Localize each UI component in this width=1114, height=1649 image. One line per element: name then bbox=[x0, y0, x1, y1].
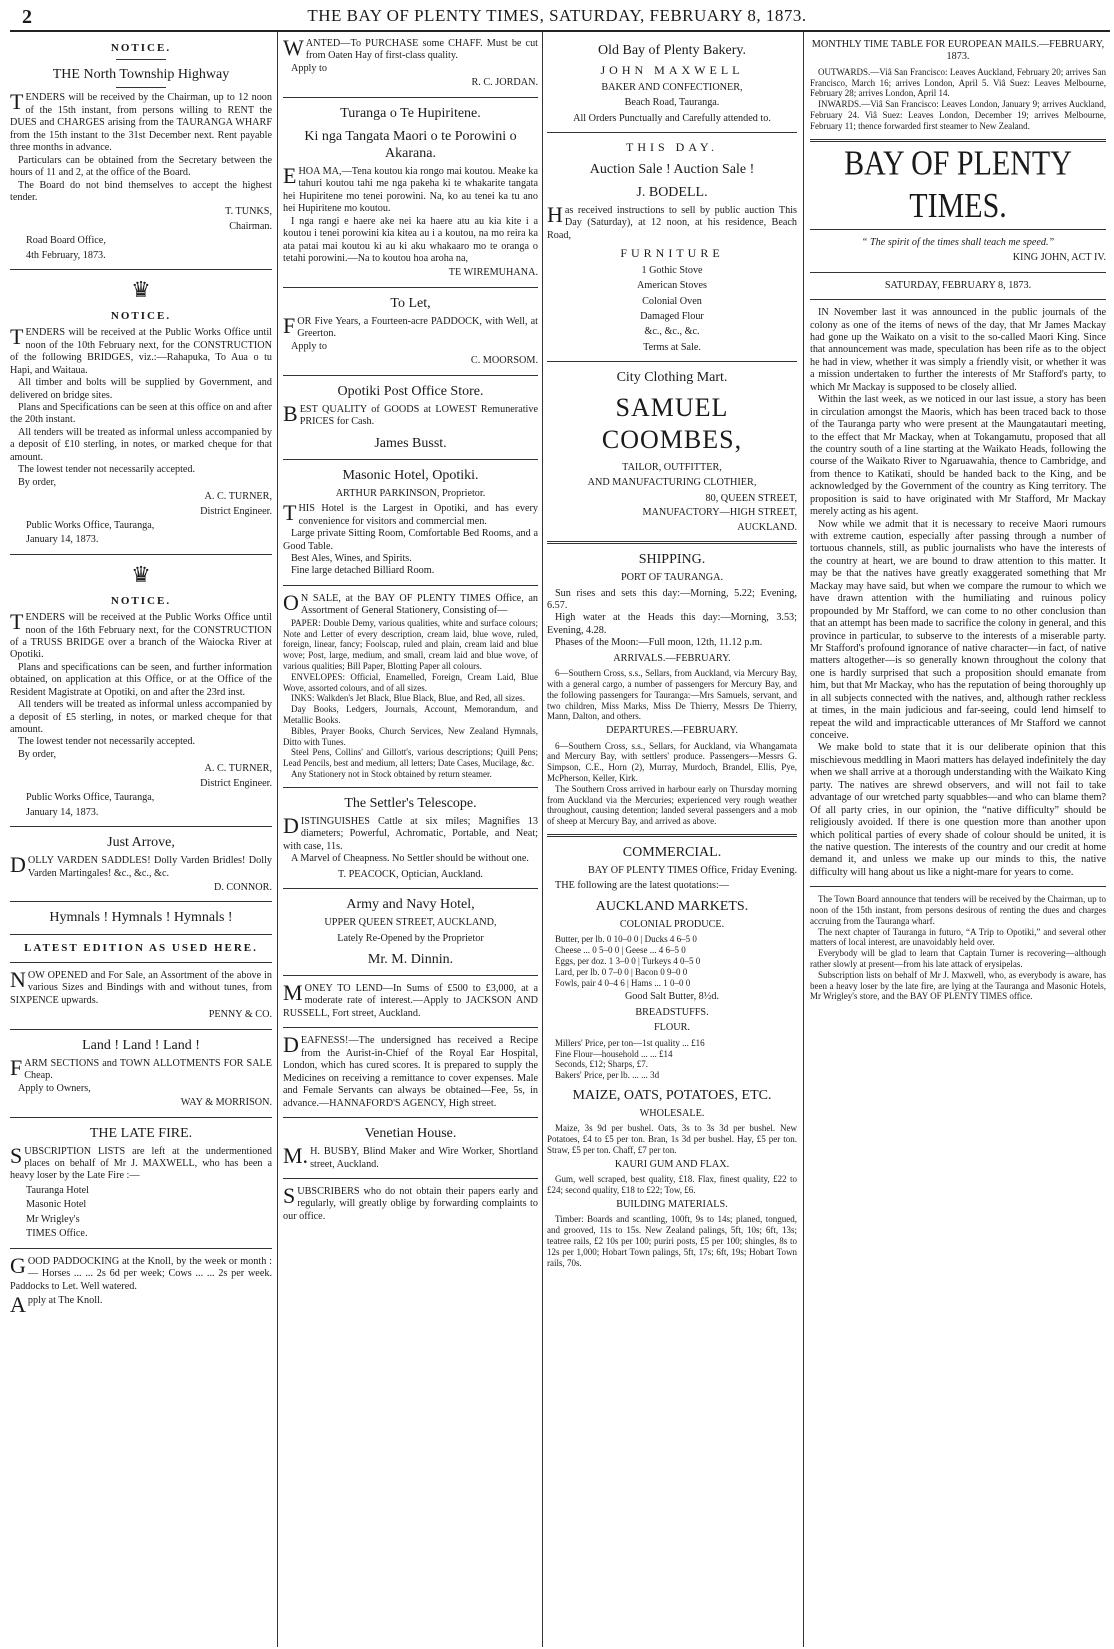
advert-paragraph: FOR Five Years, a Fourteen-acre PADDOCK, with Well, at Greerton. bbox=[283, 313, 538, 340]
small-paragraph: The Southern Cross arrived in harbour early on Thursday morning from Auckland via the Mercuries; experienced very rough weather throughout, causing detention; landed several passengers and a mob of sheep at Mercury Bay, and arrived as above. bbox=[547, 783, 797, 827]
paragraph: We make bold to state that it is our deliberate opinion that this mischievous meddling in Maori matters has delayed indefinitely the day when we shall arrive at a thorough understanding with the Waikato King party. The natives are shrewd observers, and will not fail to take advantage of our wretched party squabbles—and who can blame them? Of all party cries, in our opinion, the “native difficulty” should be religiously avoided. If there is one question more than another upon which political parties of every shade of colour should be united, it is the native question. The interests of the country and our credit at home demand it, and unless we make up our minds to this, the native difficulty will hang about us like a night-mare for years to come. bbox=[810, 742, 1106, 878]
divider bbox=[283, 1117, 538, 1118]
address-line: January 14, 1873. bbox=[26, 806, 99, 818]
advert-paragraph: BEST QUALITY of GOODS at LOWEST Remunerative PRICES for Cash. bbox=[283, 400, 538, 428]
divider bbox=[283, 585, 538, 586]
large-heading: SAMUEL COOMBES, bbox=[601, 393, 743, 455]
small-paragraph: Gum, well scraped, best quality, £18. Flax, finest quality, £22 to £24; second quality, £18 to £22; Tow, £6. bbox=[547, 1174, 797, 1196]
centered-line: SATURDAY, FEBRUARY 8, 1873. bbox=[884, 279, 1032, 291]
small-paragraph: INKS: Walkden's Jet Black, Blue Black, Blue, and Red, all sizes. bbox=[291, 693, 525, 704]
small-paragraph: Bakers' Price, per lb. ... ... 3d bbox=[555, 1070, 660, 1081]
address-line: Public Works Office, Tauranga, bbox=[26, 519, 155, 531]
column-divider bbox=[542, 32, 543, 1647]
advert-paragraph: FARM SECTIONS and TOWN ALLOTMENTS FOR SALE Cheap. bbox=[10, 1054, 272, 1082]
advert-paragraph: ON SALE, at the BAY OF PLENTY TIMES Office, an Assortment of General Stationery, Consisting of— bbox=[283, 589, 538, 617]
column-4 bbox=[810, 36, 1106, 1646]
divider bbox=[10, 554, 272, 555]
heading: Old Bay of Plenty Bakery. bbox=[597, 43, 746, 58]
divider bbox=[10, 269, 272, 270]
divider bbox=[283, 375, 538, 376]
signature-line: A. C. TURNER, bbox=[204, 491, 272, 503]
small-paragraph: OUTWARDS.—Viâ San Francisco: Leaves Auckland, February 20; arrives San Francisco, March 16; arrives London, April 5. Viâ Suez: Leaves Melbourne, February 28; arrives London, April 14. bbox=[810, 66, 1106, 99]
divider bbox=[547, 361, 797, 362]
divider bbox=[283, 787, 538, 788]
heading: AUCKLAND MARKETS. bbox=[595, 898, 749, 914]
heading: Mr. M. Dinnin. bbox=[367, 951, 454, 967]
advert-paragraph: M.H. BUSBY, Blind Maker and Wire Worker, Shortland street, Auckland. bbox=[283, 1143, 538, 1170]
signature-line: AUCKLAND. bbox=[737, 521, 797, 533]
small-paragraph: INWARDS.—Viâ San Francisco: Leaves London, January 9; arrives Auckland, February 24. Viâ Suez: Leaves London, December 19; arrives Melbourne, February 11; thence forwarded first steamer to New Zealand. bbox=[810, 99, 1106, 131]
signature-line: TE WIREMUHANA. bbox=[448, 267, 538, 279]
address-line: Road Board Office, bbox=[26, 235, 106, 247]
spaced-heading: THIS DAY. bbox=[625, 140, 718, 155]
column-2 bbox=[283, 36, 538, 1646]
centered-line: PORT OF TAURANGA. bbox=[620, 572, 724, 584]
heading: Masonic Hotel, Opotiki. bbox=[342, 467, 479, 483]
paragraph: The Board do not bind themselves to accept the highest tender. bbox=[10, 179, 272, 203]
centered-line: UPPER QUEEN STREET, AUCKLAND, bbox=[324, 917, 497, 929]
paragraph: Fine large detached Billiard Room. bbox=[291, 565, 435, 577]
paragraph: Now while we admit that it is necessary to receive Maori rumours with extreme caution, especially after passing through a number of tortuous channels, still, as public journalists who have the interests of the country at heart, we are bound to draw attention to this matter. It may be that the natives have greatly exaggerated something that Mr Mackay may have said, but when we compare the rumour to which we have drawn attention with the humiliating and ruinous policy propounded by Mr Stafford, we can come to no other conclusion than that an attempt has been made to sacrifice the colony in general, and this province in particular, to subserve to the interests of a miserable party. Mr Stafford's profound ignorance of native character—in fact, of native matters altogether—is so generally known throughout the colony that one is hardly surprised that such a proposition should emanate from him, but that Mr Mackay, who has the reputation of being thoroughly up in all subjects connected with the natives, and, although rather reckless at times, in the main judicious and far-seeing, could lend himself to repeat the wild and impracticable utterances of Mr Stafford we cannot conceive. bbox=[810, 518, 1106, 742]
heading: THE LATE FIRE. bbox=[89, 1125, 193, 1141]
centered-line: BUILDING MATERIALS. bbox=[616, 1198, 728, 1210]
paragraph: Sun rises and sets this day:—Morning, 5.22; Evening, 6.57. bbox=[547, 587, 797, 612]
divider bbox=[283, 459, 538, 460]
advert-paragraph: WANTED—To PURCHASE some CHAFF. Must be cut from Oaten Hay of first-class quality. bbox=[283, 36, 538, 62]
signature-line: R. C. JORDAN. bbox=[471, 77, 538, 89]
small-paragraph: Fine Flour—household ... ... £14 bbox=[555, 1048, 673, 1059]
signature-line: PENNY & CO. bbox=[208, 1009, 272, 1021]
advert-paragraph: DOLLY VARDEN SADDLES! Dolly Varden Bridles! Dolly Varden Martingales! &c., &c., &c. bbox=[10, 852, 272, 879]
heading: THE North Township Highway bbox=[52, 67, 230, 83]
paragraph: A Marvel of Cheapness. No Settler should be without one. bbox=[291, 853, 529, 865]
small-paragraph: Seconds, £12; Sharps, £7. bbox=[555, 1059, 648, 1070]
centered-line: Beach Road, Tauranga. bbox=[624, 97, 720, 109]
paragraph: By order, bbox=[18, 748, 57, 760]
small-paragraph: Timber: Boards and scantling, 100ft, 9s to 14s; planed, tongued, and grooved, 11s to 15s. New Zealand palings, 5ft, 10s; 6ft, 13s; teatree rails, £2 10s per 100; puriri posts, £5 per 100; shingles, 8s to 12s per 1,000; Hobart Town palings, 5ft, 17s; 6ft, 19s; Hobart Town rails, 70s. bbox=[547, 1214, 797, 1268]
notice-heading: NOTICE. bbox=[110, 310, 172, 322]
small-paragraph: Lard, per lb. 0 7–0 0 | Bacon 0 9–0 0 bbox=[555, 966, 688, 977]
centered-line: TAILOR, OUTFITTER, bbox=[622, 461, 722, 473]
advert-paragraph: DEAFNESS!—The undersigned has received a Recipe from the Aurist-in-Chief of the Royal Ear Hospital, London, which has cured scores. It is prepared to supply the Medicines on receiving a remittance to cover expenses. Male and Female Servants can always be obtained—Fee, 5s, in advance.—HANNAFORD'S AGENCY, High street. bbox=[283, 1032, 538, 1109]
column-divider bbox=[803, 32, 804, 1647]
heading: Just Arrove, bbox=[107, 835, 175, 851]
small-paragraph: Eggs, per doz. 1 3–0 0 | Turkeys 4 0–5 0 bbox=[555, 956, 701, 967]
heading: Hymnals ! Hymnals ! Hymnals ! bbox=[49, 910, 233, 926]
double-divider bbox=[547, 541, 797, 544]
small-paragraph: Any Stationery not in Stock obtained by return steamer. bbox=[291, 768, 492, 779]
heading: Land ! Land ! Land ! bbox=[82, 1037, 200, 1053]
centered-line: ARTHUR PARKINSON, Proprietor. bbox=[335, 487, 486, 499]
column-divider bbox=[277, 32, 278, 1647]
paragraph: By order, bbox=[18, 476, 57, 488]
small-paragraph: The Town Board announce that tenders will be received by the Chairman, up to noon of the 15th instant, from persons desirous of renting the dues and charges accruing from the Tauranga wharf. bbox=[810, 894, 1106, 926]
small-paragraph: Day Books, Ledgers, Journals, Account, Memorandum, and Metallic Books. bbox=[283, 704, 538, 725]
divider bbox=[810, 886, 1106, 887]
double-divider bbox=[810, 139, 1106, 142]
divider bbox=[10, 1248, 272, 1249]
heading: Army and Navy Hotel, bbox=[346, 897, 475, 913]
divider bbox=[283, 1178, 538, 1179]
divider bbox=[10, 901, 272, 902]
paragraph: Apply to bbox=[291, 340, 327, 352]
centered-line: 1 Gothic Stove bbox=[641, 264, 703, 276]
address-line: Masonic Hotel bbox=[26, 1199, 87, 1211]
column-3 bbox=[547, 36, 797, 1646]
paragraph: IN November last it was announced in the public journals of the colony as one of the items of news of the day, that Mr James Mackay had gone up the Waikato on a visit to the so-called Maori King. Since that announcement was made, speculation has been rife as to the object he had in view, whether it was simply a friendly visit, or whether it was a mission undertaken to further the interests of Mr Stafford's party, to which Mr Mackay is supposed to be closely allied. bbox=[810, 307, 1106, 393]
centered-line: AND MANUFACTURING CLOTHIER, bbox=[587, 477, 757, 489]
divider bbox=[10, 1117, 272, 1118]
small-paragraph: Bibles, Prayer Books, Church Services, New Zealand Hymnals, Ditto with Tunes. bbox=[283, 725, 538, 747]
short-divider bbox=[116, 87, 166, 88]
small-paragraph: Fowls, pair 4 0–4 6 | Hams ... 1 0–0 0 bbox=[555, 977, 691, 988]
heading: Opotiki Post Office Store. bbox=[337, 383, 484, 399]
advert-paragraph: TENDERS will be received at the Public Works Office until noon of the 16th February next, for the CONSTRUCTION of a TRUSS BRIDGE over a branch of the Waiocka River at Opotiki. bbox=[10, 609, 272, 661]
paragraph: All timber and bolts will be supplied by Government, and delivered on bridge sites. bbox=[10, 377, 272, 401]
heading: James Busst. bbox=[374, 435, 447, 451]
signature-line: A. C. TURNER, bbox=[204, 763, 272, 775]
signature-line: 80, QUEEN STREET, bbox=[705, 492, 797, 504]
notice-heading: LATEST EDITION AS USED HERE. bbox=[24, 941, 258, 954]
small-paragraph: ENVELOPES: Official, Enamelled, Foreign, Cream Laid, Blue Wove, assorted colours, and of all sizes. bbox=[283, 671, 538, 693]
advert-paragraph: DISTINGUISHES Cattle at six miles; Magnifies 13 diameters; Powerful, Achromatic, Portable, and Neat; with case, 11s. bbox=[283, 812, 538, 852]
notice-heading: NOTICE. bbox=[110, 42, 172, 54]
advert-paragraph: TENDERS will be received by the Chairman, up to 12 noon of the 15th instant, from persons willing to RENT the DUES and CHARGES arising from the TAURANGA WHARF from the 15th instant to the 31st December next. Rent payable three months in advance. bbox=[10, 89, 272, 154]
small-paragraph: The next chapter of Tauranga in futuro, “A Trip to Opotiki,” and several other matters of local interest, are unavoidably held over. bbox=[810, 926, 1106, 948]
heading: Turanga o Te Hupiritene. bbox=[340, 105, 481, 121]
heading: Venetian House. bbox=[364, 1125, 457, 1141]
advert-paragraph: GOOD PADDOCKING at the Knoll, by the week or month :— Horses ... ... 2s 6d per week; Cows ... ... 2s per week. Paddocks to Let. Well watered. bbox=[10, 1252, 272, 1292]
address-line: Mr Wrigley's bbox=[26, 1213, 80, 1225]
centered-line: All Orders Punctually and Carefully attended to. bbox=[573, 112, 771, 124]
royal-crest-icon: ♛ bbox=[131, 561, 151, 587]
paragraph: Large private Sitting Room, Comfortable Bed Rooms, and a Good Table. bbox=[283, 528, 538, 552]
centered-line: Good Salt Butter, 8½d. bbox=[624, 991, 720, 1003]
paragraph: All tenders will be treated as informal unless accompanied by a deposit of £5 sterling, in notes, or marked cheque for that amount. bbox=[10, 699, 272, 736]
small-paragraph: Steel Pens, Collins' and Gillott's, various descriptions; Quill Pens; Lead Pencils, best and medium, all letters; Date Cases, Mucilage, &c. bbox=[283, 747, 538, 769]
centered-line: American Stoves bbox=[637, 280, 707, 292]
advert-paragraph: EHOA MA,—Tena koutou kia rongo mai koutou. Meake ka tahuri koutou tahi me nga pakeha ki te whakarite tangata hei Hupiritene mo tenei porowini. Na, ko au tenei ka tu ano hei Hupiritene mo koutou. bbox=[283, 162, 538, 215]
centered-line: KAURI GUM AND FLAX. bbox=[614, 1158, 730, 1170]
centered-line: WHOLESALE. bbox=[639, 1108, 705, 1120]
motto: “ The spirit of the times shall teach me speed.” bbox=[861, 236, 1055, 248]
divider bbox=[10, 826, 272, 827]
paragraph: Particulars can be obtained from the Secretary between the hours of 11 and 2, at the office of the Board. bbox=[10, 154, 272, 179]
centered-line: Colonial Oven bbox=[642, 295, 702, 307]
centered-line: ARRIVALS.—FEBRUARY. bbox=[613, 652, 731, 664]
centered-line: Damaged Flour bbox=[640, 311, 704, 323]
newspaper-header-title: THE BAY OF PLENTY TIMES, SATURDAY, FEBRUARY 8, 1873. bbox=[307, 6, 807, 25]
signature-line: District Engineer. bbox=[200, 777, 272, 789]
divider bbox=[10, 934, 272, 935]
paragraph: Apply to Owners, bbox=[18, 1082, 91, 1094]
signature-line: C. MOORSOM. bbox=[470, 355, 538, 367]
paragraph: Plans and Specifications can be seen at this office on and after the 20th instant. bbox=[10, 402, 272, 426]
advert-paragraph: TENDERS will be received at the Public Works Office until noon of the 10th February next, for the CONSTRUCTION of the following BRIDGES, viz.:—Rahapuka, To Aua o tu Hapi, and Waitaua. bbox=[10, 324, 272, 376]
address-line: TIMES Office. bbox=[26, 1228, 88, 1240]
address-line: Public Works Office, Tauranga, bbox=[26, 792, 155, 804]
divider bbox=[10, 1029, 272, 1030]
small-paragraph: Maize, 3s 9d per bushel. Oats, 3s to 3s 3d per bushel. New Potatoes, £4 to £5 per ton. Bran, 1s 3d per bushel. Hay, £5 per ton. Straw, £5 per ton. Chaff, £7 per ton. bbox=[547, 1123, 797, 1156]
advert-paragraph: Apply at The Knoll. bbox=[10, 1291, 103, 1317]
paragraph: All tenders will be treated as informal unless accompanied by a deposit of £10 sterling, in notes, or marked cheque for that amount. bbox=[10, 426, 272, 463]
signature-line: D. CONNOR. bbox=[213, 882, 272, 894]
page-number: 2 bbox=[22, 6, 32, 28]
centered-line: DEPARTURES.—FEBRUARY. bbox=[606, 725, 738, 737]
advert-paragraph: NOW OPENED and For Sale, an Assortment of the above in various Sizes and Bindings with and without tunes, from SIXPENCE upwards. bbox=[10, 966, 272, 1006]
heading: Ki nga Tangata Maori o te Porowini o Akarana. bbox=[304, 128, 517, 161]
paragraph: I nga rangi e haere ake nei ka haere atu au kia kite i a koutou i tenei porowini kia kitea au i a koutou, na mo reira ka ata patai mai koutou ki au ki aku whakaaro mo te oranga o tetahi porowini.—Na to koutou hoa aroha na, bbox=[283, 215, 538, 265]
centered-line: BAKER AND CONFECTIONER, bbox=[601, 81, 743, 93]
advert-paragraph: SUBSCRIBERS who do not obtain their papers early and regularly, will greatly oblige by forwarding complaints to our office. bbox=[283, 1182, 538, 1222]
signature-line: Chairman. bbox=[229, 220, 272, 232]
paragraph: Apply to bbox=[291, 62, 327, 74]
heading: Auction Sale ! Auction Sale ! bbox=[589, 161, 755, 177]
signature-line: District Engineer. bbox=[200, 505, 272, 517]
spaced-heading: FURNITURE bbox=[620, 246, 724, 261]
address-line: 4th February, 1873. bbox=[26, 249, 106, 261]
centered-line: T. PEACOCK, Optician, Auckland. bbox=[338, 868, 483, 880]
signature-line: KING JOHN, ACT IV. bbox=[1012, 252, 1106, 264]
small-paragraph: Subscription lists on behalf of Mr J. Maxwell, who, as everybody is aware, has been a heavy loser by the late fire, are lying at the Tauranga and Masonic Hotels, Mr Wrigley's store, and the BAY OF PLENTY TIMES office. bbox=[810, 969, 1106, 1002]
heading: The Settler's Telescope. bbox=[344, 795, 477, 811]
heading: To Let, bbox=[390, 295, 431, 311]
paragraph: Within the last week, as we noticed in our last issue, a story has been in circulation amongst the Maoris, which has been traced back to those of the Tauranga party who were present at the Maungatautari meeting, to the effect that Mr Mackay, when at Tokangamutu, proposed that all the country south of a line starting at the Waikato Heads, following the course of the Waikato River to Ngaruawahia, thence to Cambridge, and from thence to Katikati, should be handed back to the King, and be acknowledged by the Government of the country as King territory. The proposition is said to have originated with Mr Stafford, Mr Mackay merely acting as his agent. bbox=[810, 394, 1106, 518]
divider bbox=[547, 132, 797, 133]
short-divider bbox=[116, 59, 166, 60]
small-paragraph: Cheese ... 0 5–0 0 | Geese ... 4 6–5 0 bbox=[555, 945, 686, 956]
centered-line: Terms at Sale. bbox=[643, 341, 701, 353]
divider bbox=[810, 229, 1106, 230]
address-line: Tauranga Hotel bbox=[26, 1184, 89, 1196]
paragraph: Best Ales, Wines, and Spirits. bbox=[291, 553, 412, 565]
divider bbox=[283, 975, 538, 976]
heading: MAIZE, OATS, POTATOES, ETC. bbox=[572, 1087, 772, 1103]
small-paragraph: PAPER: Double Demy, various qualities, white and surface colours; Note and Letter of every description, cream laid, blue wove, ruled, foreign, linear, fancy; Foolscap, ruled and plain, cream laid and blue wove; Post, large, medium, and small, cream laid and blue wove, of various qualities; Bill Paper, Blotting Paper all colours. bbox=[283, 617, 538, 671]
signature-line: MANUFACTORY—HIGH STREET, bbox=[642, 507, 797, 519]
heading: SHIPPING. bbox=[638, 552, 706, 568]
masthead bbox=[0, 4, 1114, 26]
divider bbox=[10, 962, 272, 963]
advert-paragraph: THIS Hotel is the Largest in Opotiki, and has every convenience for visitors and commercial men. bbox=[283, 500, 538, 527]
centered-line: Lately Re-Opened by the Proprietor bbox=[337, 932, 484, 944]
column-1 bbox=[10, 36, 272, 1646]
editorial-masthead: BAY OF PLENTY TIMES. bbox=[844, 144, 1072, 225]
small-paragraph: Millers' Price, per ton—1st quality ... £16 bbox=[555, 1037, 705, 1048]
centered-line: MONTHLY TIME TABLE FOR EUROPEAN MAILS.—FEBRUARY, 1873. bbox=[811, 39, 1105, 63]
heading: City Clothing Mart. bbox=[616, 370, 728, 386]
royal-crest-icon: ♛ bbox=[131, 277, 151, 303]
paragraph: Plans and specifications can be seen, and further information obtained, on application at this Office, or at the Office of the Resident Magistrate at Opotiki, on and after the 23rd inst. bbox=[10, 661, 272, 698]
small-paragraph: Everybody will be glad to learn that Captain Turner is recovering—although rather slowly at present—from his late attack of erysipelas. bbox=[810, 948, 1106, 970]
advert-paragraph: MONEY TO LEND—In Sums of £500 to £3,000, at a moderate rate of interest.—Apply to JACKSON AND RUSSELL, Fort street, Auckland. bbox=[283, 980, 538, 1019]
divider bbox=[283, 888, 538, 889]
signature-line: BAY OF PLENTY TIMES Office, Friday Evening. bbox=[587, 865, 797, 877]
divider bbox=[283, 1027, 538, 1028]
centered-line: &c., &c., &c. bbox=[644, 326, 700, 338]
header-rule bbox=[10, 30, 1110, 32]
divider bbox=[283, 287, 538, 288]
double-divider bbox=[547, 834, 797, 837]
heading: J. BODELL. bbox=[636, 184, 708, 200]
paragraph: High water at the Heads this day:—Morning, 3.53; Evening, 4.28. bbox=[547, 612, 797, 636]
paragraph: The lowest tender not necessarily accepted. bbox=[18, 464, 196, 476]
centered-line: BREADSTUFFS. bbox=[635, 1006, 709, 1018]
small-paragraph: 6—Southern Cross, s.s., Sellars, from Auckland, via Mercury Bay, with a general cargo, a number of passengers for Mercury Bay, and the following passengers for Tauranga:—Mrs Samuels, servant, and two children, Miss Marks, Miss De Thierry, Messrs De Thierry, Mann, Dalton, and others. bbox=[547, 668, 797, 722]
divider bbox=[810, 272, 1106, 273]
divider bbox=[283, 97, 538, 98]
small-paragraph: Butter, per lb. 0 10–0 0 | Ducks 4 6–5 0 bbox=[555, 934, 697, 945]
paragraph: The lowest tender not necessarily accepted. bbox=[18, 736, 196, 748]
notice-heading: NOTICE. bbox=[110, 594, 172, 607]
centered-line: FLOUR. bbox=[654, 1022, 690, 1034]
advert-paragraph: Has received instructions to sell by public auction This Day (Saturday), at 12 noon, at his residence, Beach Road, bbox=[547, 201, 797, 241]
divider bbox=[810, 299, 1106, 300]
address-line: January 14, 1873. bbox=[26, 534, 99, 546]
paragraph: THE following are the latest quotations:— bbox=[555, 879, 729, 891]
advert-paragraph: SUBSCRIPTION LISTS are left at the undermentioned places on behalf of Mr J. MAXWELL, who has been a heavy loser by the Late Fire :— bbox=[10, 1142, 272, 1182]
centered-line: COLONIAL PRODUCE. bbox=[619, 919, 725, 931]
small-paragraph: 6—Southern Cross, s.s., Sellars, for Auckland, via Whangamata and Mercury Bay, with settlers' produce. Passengers—Messrs G. Simpson, C.E., Horn (2), Murray, Murdoch, Brandel, Ellis, Pye, McPherson, Keller, Kirk. bbox=[547, 740, 797, 784]
signature-line: WAY & MORRISON. bbox=[180, 1097, 272, 1109]
heading: COMMERCIAL. bbox=[622, 845, 722, 860]
spaced-heading: JOHN MAXWELL bbox=[600, 63, 744, 78]
paragraph: Phases of the Moon:—Full moon, 12th, 11.12 p.m. bbox=[555, 637, 763, 649]
signature-line: T. TUNKS, bbox=[225, 206, 272, 218]
